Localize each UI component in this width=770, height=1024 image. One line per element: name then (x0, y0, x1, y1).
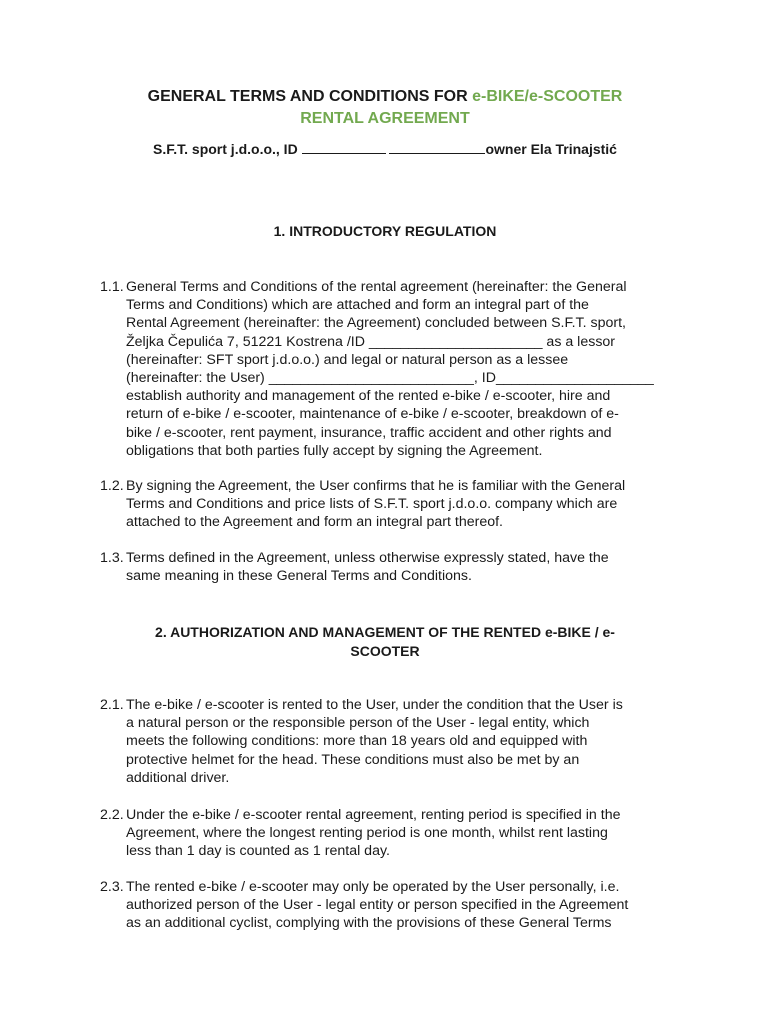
id-blank-2 (389, 141, 485, 154)
section-2-heading-line1: 2. AUTHORIZATION AND MANAGEMENT OF THE RENTED e-BIKE / e- (155, 624, 615, 640)
paragraph-1-2 (100, 477, 680, 532)
paragraph-line: General Terms and Conditions of the rental agreement (hereinafter: the General (126, 279, 627, 295)
paragraph-line: Terms and Conditions and price lists of S.F.T. sport j.d.o.o. company which are (126, 496, 618, 513)
paragraph-line: Agreement, where the longest renting period is one month, whilst rent lasting (126, 825, 608, 842)
company-id-label: S.F.T. sport j.d.o.o., ID (153, 141, 302, 157)
paragraph-line: authorized person of the User - legal entity or person specified in the Agreement (126, 897, 629, 914)
paragraph-line: bike / e-scooter, rent payment, insurance, traffic accident and other rights and (126, 424, 612, 441)
paragraph-number: 1.2. (100, 478, 124, 494)
paragraph-line: establish authority and management of the rented e-bike / e-scooter, hire and (126, 388, 611, 405)
paragraph-number: 2.1. (100, 697, 124, 713)
paragraph-2-2 (100, 806, 680, 861)
section-2-heading-line2: SCOOTER (350, 643, 420, 659)
paragraph-line: Under the e-bike / e-scooter rental agreement, renting period is specified in the (126, 807, 621, 823)
section-1-heading: 1. INTRODUCTORY REGULATION (273, 223, 497, 239)
document-title-line2: RENTAL AGREEMENT (300, 110, 470, 127)
paragraph-line: Terms defined in the Agreement, unless otherwise expressly stated, have the (126, 550, 609, 566)
paragraph-line: By signing the Agreement, the User confirms that he is familiar with the General (126, 478, 626, 494)
paragraph-line: less than 1 day is counted as 1 rental day. (126, 843, 390, 860)
paragraph-line: meets the following conditions: more than 18 years old and equipped with (126, 733, 588, 750)
paragraph-line: Željka Čepulića 7, 51221 Kostrena /ID ______________________ as a lessor (126, 333, 616, 350)
paragraph-line: protective helmet for the head. These conditions must also be met by an (126, 751, 580, 768)
paragraph-line: attached to the Agreement and form an integral part thereof. (126, 514, 503, 531)
owner-line (40, 139, 730, 159)
paragraph-line: (hereinafter: the User) __________________________, ID____________________ (126, 370, 654, 387)
id-blank-1 (302, 141, 386, 154)
paragraph-line: return of e-bike / e-scooter, maintenance of e-bike / e-scooter, breakdown of e- (126, 406, 619, 423)
paragraph-1-3 (100, 549, 680, 585)
title-highlight: e-BIKE/e-SCOOTER (472, 88, 623, 105)
paragraph-line: additional driver. (126, 769, 230, 786)
paragraph-2-3 (100, 878, 680, 933)
paragraph-number: 1.3. (100, 550, 124, 566)
paragraph-line: as an additional cyclist, complying with the provisions of these General Terms (126, 915, 612, 932)
paragraph-line: obligations that both parties fully accept by signing the Agreement. (126, 442, 543, 459)
owner-name: owner Ela Trinajstić (485, 141, 617, 157)
paragraph-line: The rented e-bike / e-scooter may only be operated by the User personally, i.e. (126, 879, 620, 895)
document-title-line1 (60, 86, 710, 108)
paragraph-2-1 (100, 696, 680, 787)
title-prefix: GENERAL TERMS AND CONDITIONS FOR (147, 88, 473, 105)
section-2-heading (100, 623, 670, 661)
paragraph-line: The e-bike / e-scooter is rented to the User, under the condition that the User is (126, 697, 623, 713)
paragraph-number: 2.2. (100, 807, 124, 823)
paragraph-line: Terms and Conditions) which are attached and form an integral part of the (126, 297, 589, 314)
paragraph-1-1 (100, 278, 680, 460)
paragraph-number: 2.3. (100, 879, 124, 895)
paragraph-number: 1.1. (100, 279, 124, 295)
paragraph-line: same meaning in these General Terms and Conditions. (126, 568, 472, 585)
paragraph-line: (hereinafter: SFT sport j.d.o.o.) and legal or natural person as a lessee (126, 351, 569, 368)
paragraph-line: Rental Agreement (hereinafter: the Agreement) concluded between S.F.T. sport, (126, 315, 626, 332)
paragraph-line: a natural person or the responsible person of the User - legal entity, which (126, 715, 590, 732)
